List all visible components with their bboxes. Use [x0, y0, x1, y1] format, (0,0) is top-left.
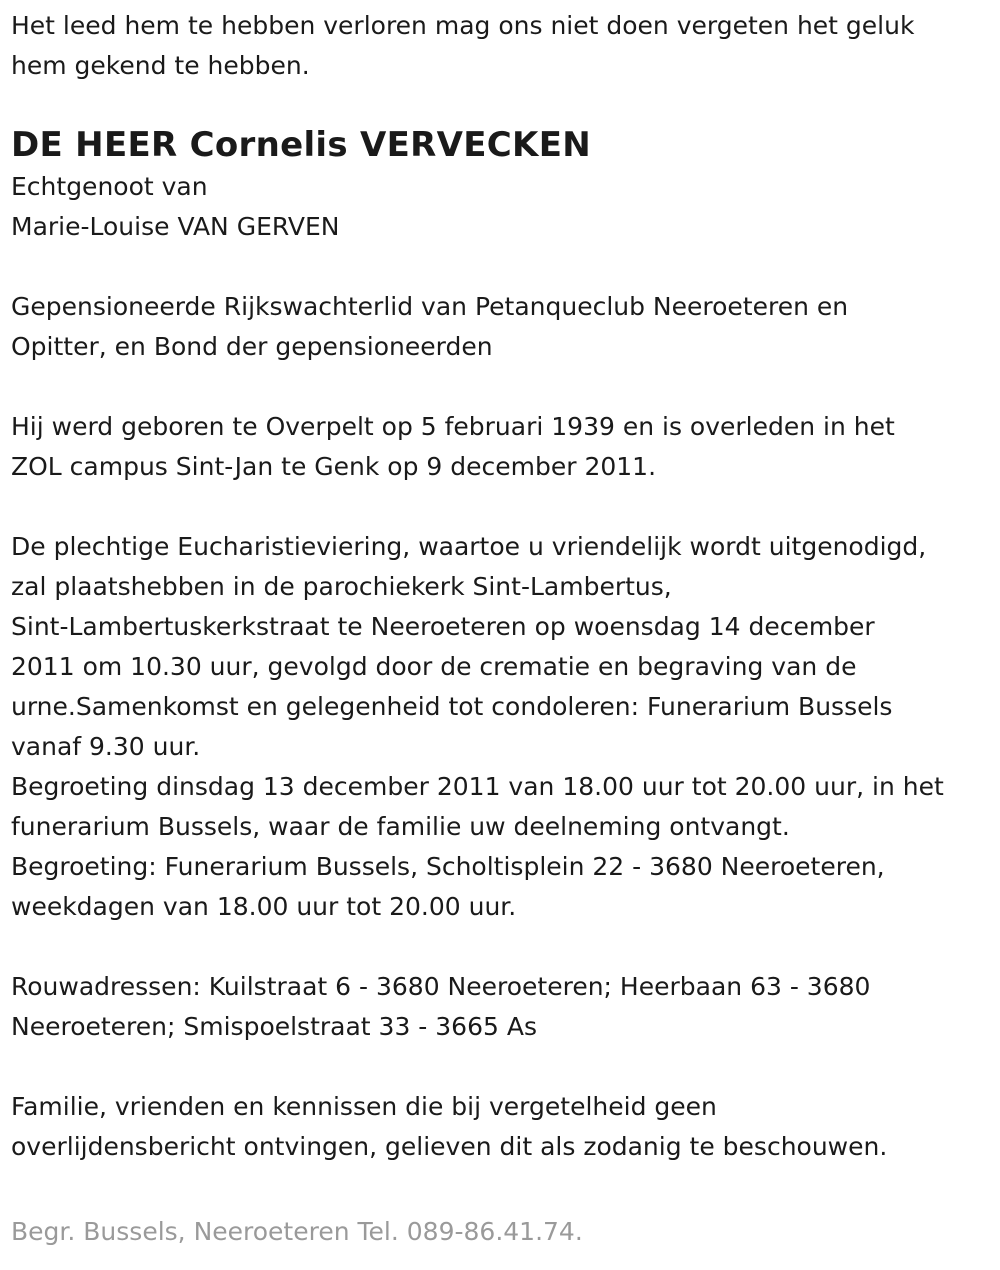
spacer — [11, 247, 993, 287]
spacer — [11, 487, 993, 527]
funeral-home-footer: Begr. Bussels, Neeroeteren Tel. 089-86.41.74. — [11, 1217, 583, 1246]
birth-death-text: Hij werd geboren te Overpelt op 5 februari 1939 en is overleden in het ZOL campus Sint-Jan te Genk op 9 december 2011. — [11, 412, 895, 481]
relation-label: Echtgenoot van — [11, 172, 208, 201]
intro-quote: Het leed hem te hebben verloren mag ons niet doen vergeten het geluk hem gekend te hebben. — [11, 11, 915, 80]
visitation-text: Begroeting dinsdag 13 december 2011 van 18.00 uur tot 20.00 uur, in het funerarium Bussels, waar de familie uw deelneming ontvangt. — [11, 772, 944, 841]
spacer — [11, 367, 993, 407]
spacer — [11, 1047, 993, 1087]
affiliation-text: Gepensioneerde Rijkswachterlid van Petanqueclub Neeroeteren en Opitter, en Bond der gepensioneerden — [11, 292, 849, 361]
obituary-notice — [11, 6, 993, 1167]
spacer — [11, 927, 993, 967]
ceremony-text: De plechtige Eucharistieviering, waartoe u vriendelijk wordt uitgenodigd, zal plaatshebben in de parochiekerk Sint-Lambertus, Sint-Lambertuskerkstraat te Neeroeteren op woensdag 14 december 2011 om 10.30 uur, gevolgd door de crematie en begraving van de urne.Samenkomst en gelegenheid tot condoleren: Funerarium Bussels vanaf 9.30 uur. — [11, 532, 927, 761]
closing-note: Familie, vrienden en kennissen die bij vergetelheid geen overlijdensbericht ontvingen, gelieven dit als zodanig te beschouwen. — [11, 1092, 888, 1161]
deceased-name: DE HEER Cornelis VERVECKEN — [11, 125, 591, 165]
mourning-addresses: Rouwadressen: Kuilstraat 6 - 3680 Neeroeteren; Heerbaan 63 - 3680 Neeroeteren; Smispoelstraat 33 - 3665 As — [11, 972, 871, 1041]
visitation-location-text: Begroeting: Funerarium Bussels, Scholtisplein 22 - 3680 Neeroeteren, weekdagen van 18.00 uur tot 20.00 uur. — [11, 852, 885, 921]
spouse-name: Marie-Louise VAN GERVEN — [11, 212, 340, 241]
